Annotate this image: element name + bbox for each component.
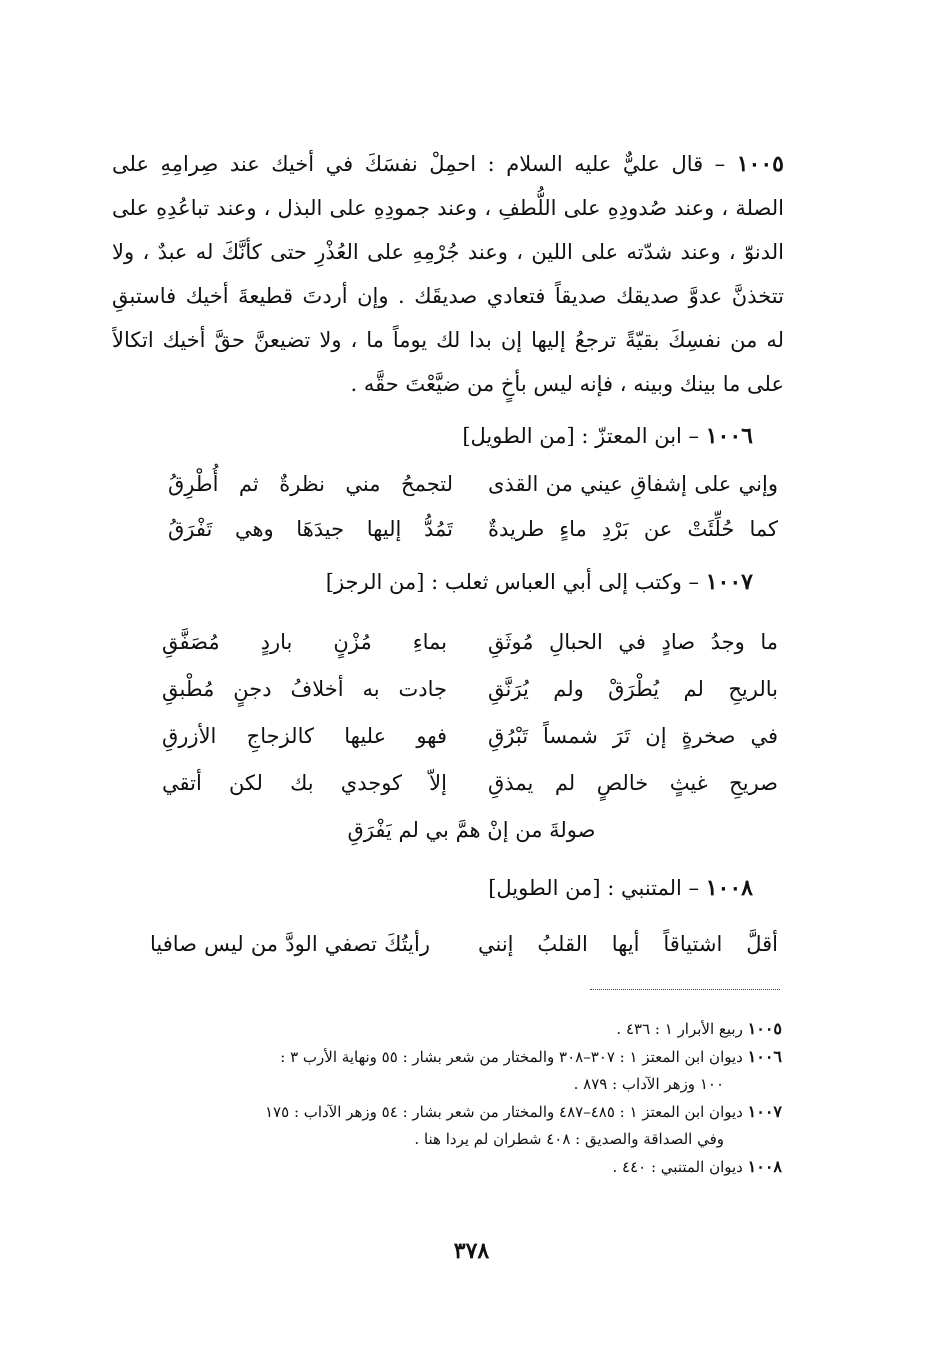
- verse-first-hemistich: بالريحِ لم يُطْرَقْ ولم يُرَنَّقِ: [488, 677, 778, 701]
- entry-1005-line-1: [112, 142, 784, 186]
- page-number: ٣٧٨: [453, 1238, 490, 1264]
- entry-1005-line-5: له من نفسِكَ بقيّةً ترجعُ إليها إن بدا لك يوماً ما ، ولا تضيعنَّ حقَّ أخيك اتكالاً: [112, 328, 784, 352]
- entry-1006-heading: [462, 414, 753, 458]
- verse-second-hemistich: رأيتُكَ تصفي الودَّ من ليس صافيا: [150, 932, 430, 956]
- footnote-text: ديوان ابن المعتز ١ : ٤٨٥–٤٨٧ والمختار من شعر بشار : ٥٤ وزهر الآداب : ١٧٥: [265, 1103, 748, 1121]
- footnote-number: ١٠٠٧: [747, 1102, 782, 1121]
- verse-second-hemistich: تَمُدُّ إليها جيدَهَا وهي تَفْرَقُ: [168, 517, 453, 541]
- verse-row: [162, 667, 778, 711]
- footnote-text: ربيع الأبرار ١ : ٤٣٦ .: [616, 1020, 748, 1038]
- verse-second-hemistich: بماءِ مُزْنٍ باردٍ مُصَفَّقِ: [162, 630, 447, 654]
- verse-first-hemistich: أقلَّ اشتياقاً أيها القلبُ إنني: [478, 932, 778, 956]
- footnote-1006-continuation: ١٠٠ وزهر الآداب : ٨٧٩ .: [573, 1075, 724, 1093]
- footnote-1008: [112, 1153, 782, 1181]
- verse-second-hemistich: جادت به أخلافُ دجنٍ مُطْبقِ: [162, 677, 447, 701]
- footnote-number: ١٠٠٥: [747, 1019, 782, 1038]
- entry-1007-heading: [326, 560, 753, 604]
- entry-1008-heading: [488, 866, 753, 910]
- footnote-number: ١٠٠٦: [747, 1047, 782, 1066]
- entry-number: ١٠٠٦: [705, 423, 753, 449]
- footnote-divider: [590, 989, 780, 990]
- verse-first-hemistich: وإني على إشفاقِ عيني من القذى: [488, 472, 778, 496]
- verse-first-hemistich: صريحِ غيثٍ خالصٍ لم يمذقِ: [488, 771, 778, 795]
- entry-1005-line-4: تتخذنَّ عدوَّ صديقك صديقاً فتعادي صديقَك . وإن أردتَ قطيعةَ أخيك فاستبقِ: [112, 284, 784, 308]
- verse-row: [162, 761, 778, 805]
- entry-number: ١٠٠٥: [736, 151, 784, 177]
- footnote-number: ١٠٠٨: [747, 1157, 782, 1176]
- footnote-1007: [112, 1098, 782, 1126]
- footnote-text: ديوان ابن المعتز ١ : ٣٠٧–٣٠٨ والمختار من شعر بشار : ٥٥ ونهاية الأرب ٣ :: [280, 1048, 748, 1066]
- verse-row: [150, 922, 778, 966]
- entry-number: ١٠٠٨: [705, 875, 753, 901]
- verse-first-hemistich: في صخرةٍ إن تَرَ شمساً تَبْرُقِ: [488, 724, 778, 748]
- verse-first-hemistich: ما وجدُ صادٍ في الحبالِ مُوثَقِ: [488, 630, 778, 654]
- verse-row: [162, 620, 778, 664]
- verse-first-hemistich: كما حُلِّئَتْ عن بَرْدِ ماءٍ طريدةٌ: [488, 517, 778, 541]
- verse-second-hemistich: لتجمحُ مني نظرةٌ ثم أُطْرِقُ: [168, 472, 453, 496]
- entry-1006-title: – ابن المعتزّ : [من الطويل]: [462, 424, 706, 448]
- entry-number: ١٠٠٧: [705, 569, 753, 595]
- verse-row: [162, 714, 778, 758]
- entry-1008-title: – المتنبي : [من الطويل]: [488, 876, 706, 900]
- verse-row: [168, 507, 778, 551]
- entry-1005-line-6: على ما بينك وبينه ، فإنه ليس بأخٍ من ضيَّعْتَ حقَّه .: [350, 372, 784, 396]
- entry-1005-paragraph: [112, 142, 784, 406]
- verse-final-line: صولةَ من إنْ همَّ بي لم يَفْرَقِ: [347, 818, 596, 842]
- entry-1005-line-3: الدنوّ ، وعند شدّته على اللين ، وعند جُرْمِهِ على العُذْرِ حتى كأنَّكَ له عبدٌ ، ولا: [112, 240, 784, 264]
- footnote-1005: [112, 1015, 782, 1043]
- verse-second-hemistich: فهو عليها كالزجاجِ الأزرقِ: [162, 724, 447, 748]
- verse-second-hemistich: إلاّ كوجدي بك لكن أتقي: [162, 771, 447, 795]
- verse-row: [168, 462, 778, 506]
- entry-1005-text: – قال عليٌّ عليه السلام : احمِلْ نفسَكَ في أخيك عند صِرامِهِ على: [112, 152, 737, 176]
- entry-1007-title: – وكتب إلى أبي العباس ثعلب : [من الرجز]: [325, 570, 706, 594]
- footnote-1007-continuation: وفي الصداقة والصديق : ٤٠٨ شطران لم يردا هنا .: [414, 1130, 724, 1148]
- entry-1005-line-2: الصلة ، وعند صُدودِهِ على اللُّطفِ ، وعند جمودِهِ على البذل ، وعند تباعُدِهِ على: [112, 196, 784, 220]
- footnotes: [112, 1015, 782, 1181]
- footnote-1006: [112, 1043, 782, 1071]
- footnote-text: ديوان المتنبي : ٤٤٠ .: [612, 1158, 748, 1176]
